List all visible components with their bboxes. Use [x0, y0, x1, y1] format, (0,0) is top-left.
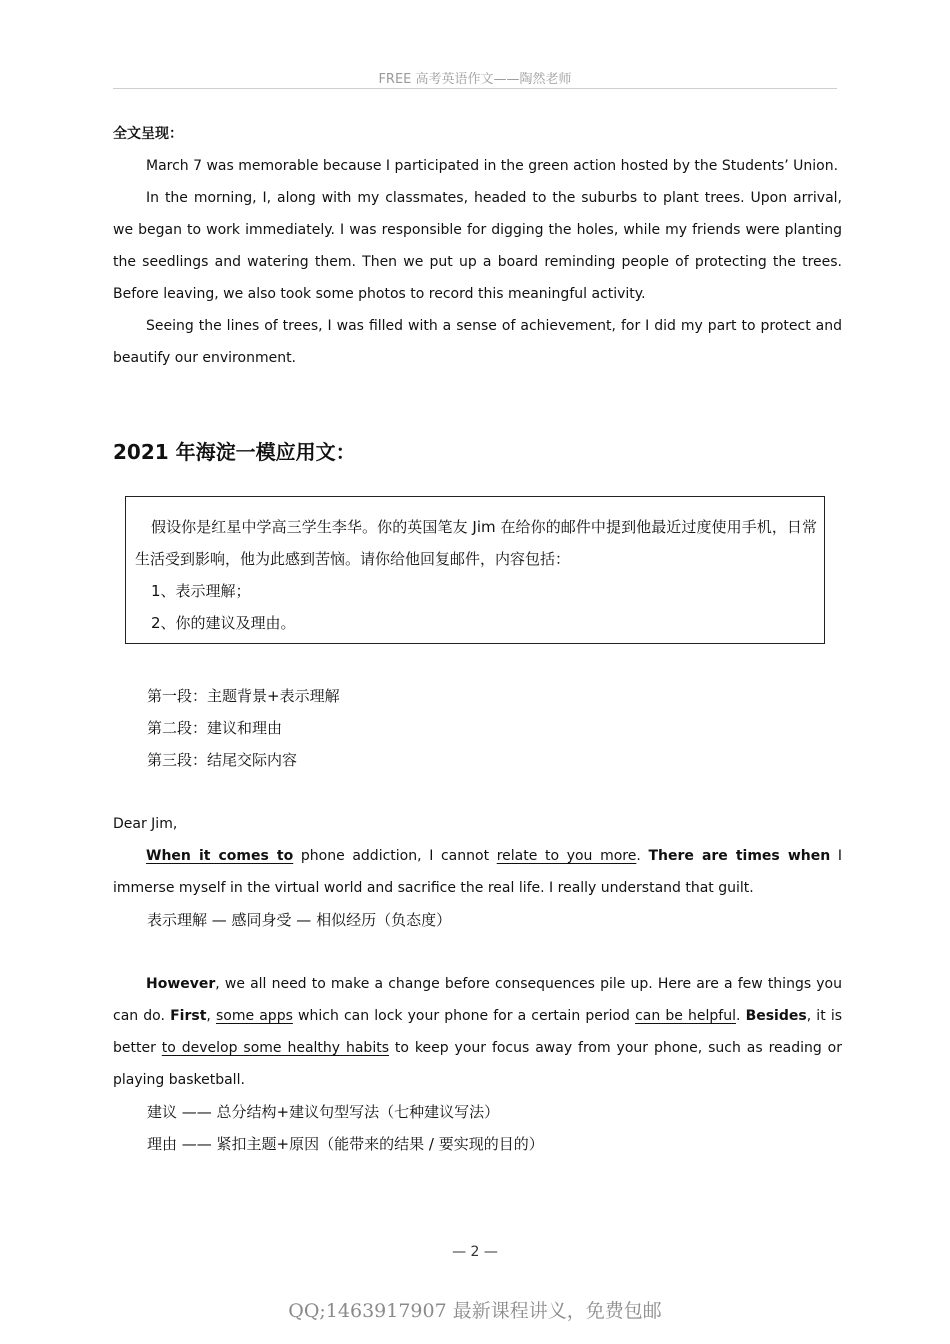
- phrase-some-apps: some apps: [215, 1008, 293, 1024]
- task-item-1: 1、表示理解；: [151, 582, 251, 600]
- letter-paragraph-1: When it comes to phone addiction, I cannot relate to you more. There are times when I immerse myself in the virtual world and sacrifice the real life. I really understand that guilt.: [113, 848, 842, 896]
- essay-paragraph-3: Seeing the lines of trees, I was filled with a sense of achievement, for I did my part to protect and beautify our environment.: [113, 318, 842, 366]
- phrase-relate-to-you-more: relate to you more: [496, 848, 637, 864]
- phrase-develop-healthy-habits: to develop some healthy habits: [161, 1040, 389, 1056]
- task-box: [125, 496, 825, 644]
- phrase-however: However: [146, 976, 216, 992]
- phrase-can-be-helpful: can be helpful: [635, 1008, 736, 1024]
- watermark: QQ;1463917907 最新课程讲义，免费包邮: [288, 1300, 662, 1322]
- essay-paragraph-1: March 7 was memorable because I participated in the green action hosted by the Students’ Union.: [146, 158, 839, 174]
- page-number: — 2 —: [452, 1244, 498, 1260]
- note-reason: 理由 —— 紧扣主题+原因（能带来的结果 / 要实现的目的）: [147, 1135, 544, 1153]
- page-header: FREE 高考英语作文——陶然老师: [378, 72, 572, 87]
- task-item-2: 2、你的建议及理由。: [151, 614, 296, 632]
- phrase-there-are-times-when: There are times when: [648, 848, 831, 864]
- essay-paragraph-2: In the morning, I, along with my classmates, headed to the suburbs to plant trees. Upon arrival, we began to work immediately. I was responsible for digging the holes, while my friends were planting the seedlings and watering them. Then we put up a board reminding people of protecting the trees. Before leaving, we also took some photos to record this meaningful activity.: [113, 190, 842, 302]
- phrase-first: First: [170, 1008, 207, 1024]
- header-divider: [113, 88, 837, 89]
- phrase-besides: Besides: [745, 1008, 807, 1024]
- section-title: 2021 年海淀一模应用文：: [113, 440, 356, 464]
- outline-para-3: 第三段：结尾交际内容: [147, 751, 298, 769]
- note-suggestion: 建议 —— 总分结构+建议句型写法（七种建议写法）: [147, 1103, 500, 1121]
- letter-paragraph-2: However, we all need to make a change before consequences pile up. Here are a few things you can do. First, some apps which can lock your phone for a certain period can be helpful. Besides, it is better to develop some healthy habits to keep your focus away from your phone, such as reading or playing basketball.: [113, 976, 843, 1088]
- outline-para-2: 第二段：建议和理由: [147, 719, 283, 737]
- letter-greeting: Dear Jim,: [113, 816, 178, 832]
- essay-heading: 全文呈现：: [113, 126, 183, 142]
- task-intro: 假设你是红星中学高三学生李华。你的英国笔友 Jim 在给你的邮件中提到他最近过度使用手机，日常生活受到影响，他为此感到苦恼。请你给他回复邮件，内容包括：: [135, 518, 817, 568]
- phrase-when-it-comes-to: When it comes to: [146, 848, 294, 864]
- outline-para-1: 第一段：主题背景+表示理解: [147, 687, 340, 705]
- note-understanding: 表示理解 — 感同身受 — 相似经历（负态度）: [147, 911, 452, 929]
